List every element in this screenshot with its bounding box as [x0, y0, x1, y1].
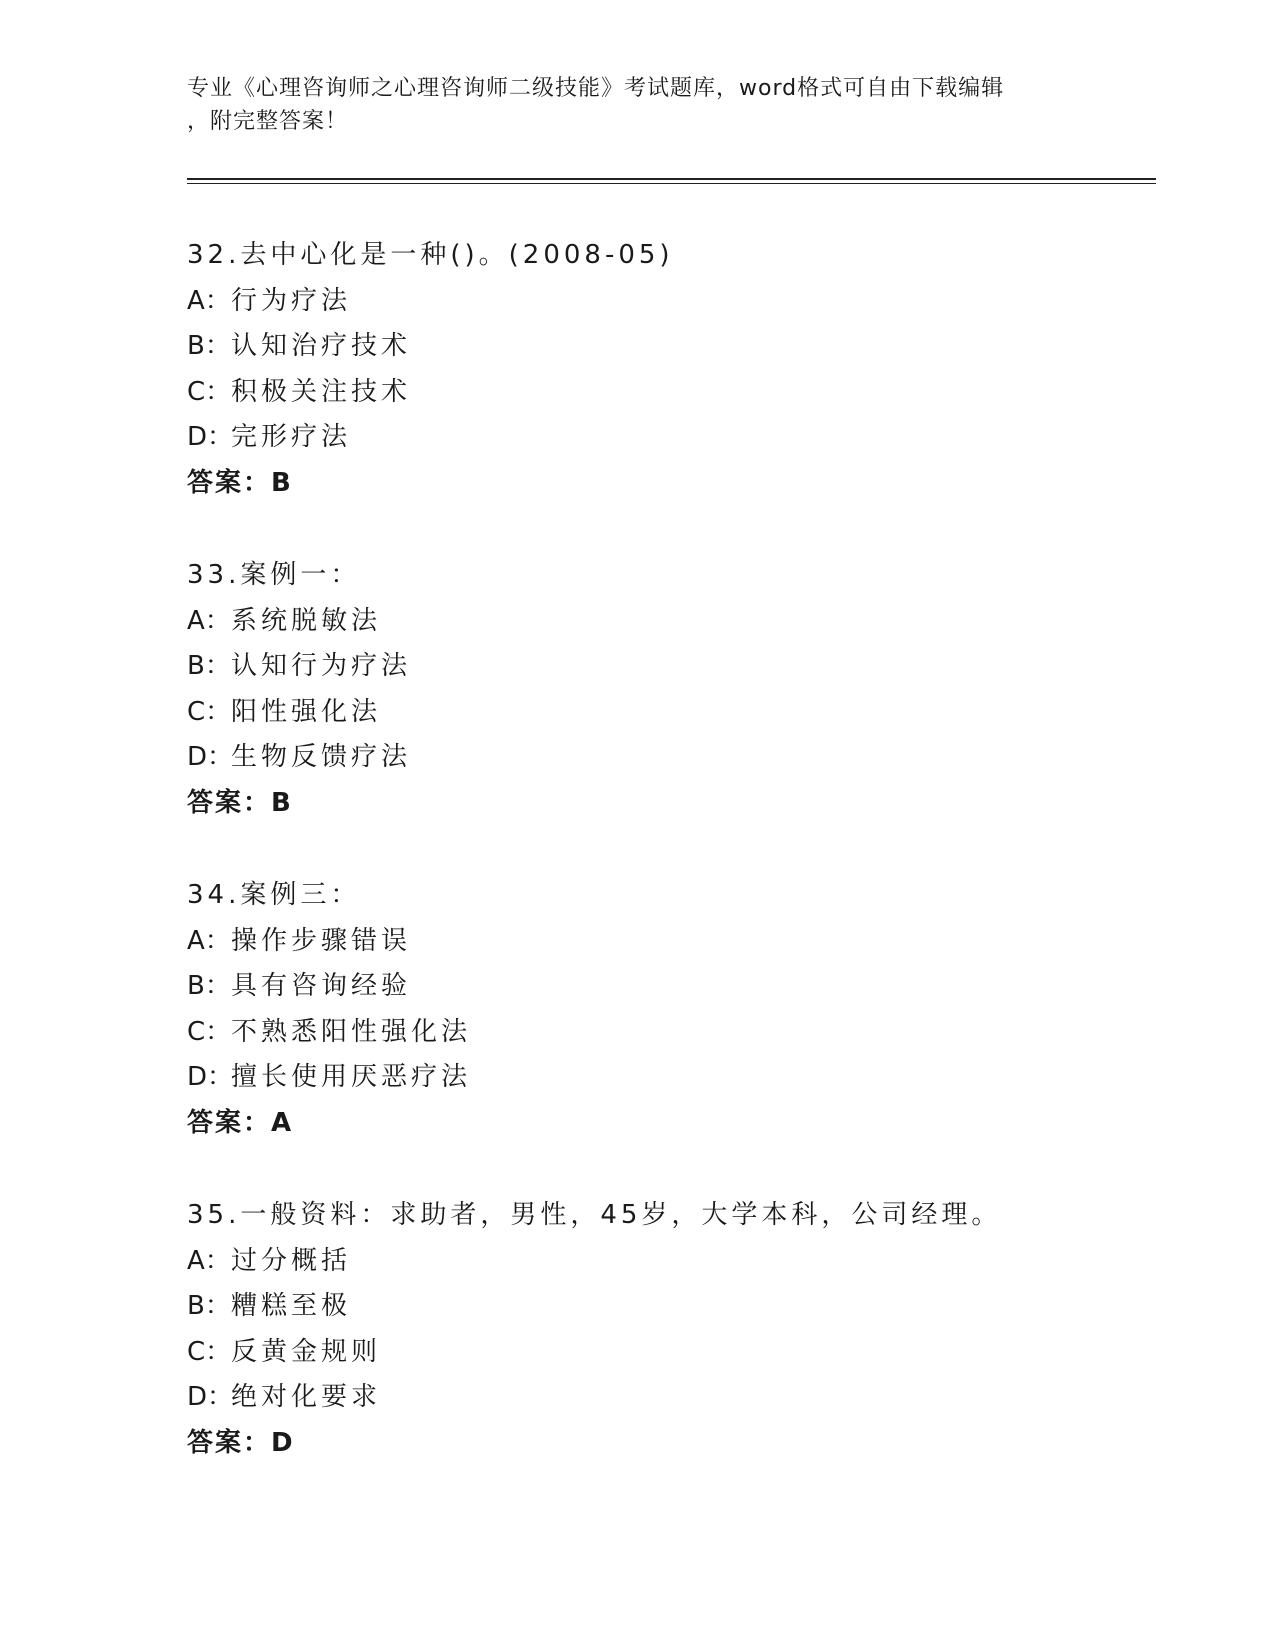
option-text: 认知行为疗法	[231, 651, 412, 681]
option-text: 阳性强化法	[231, 696, 382, 727]
answer-line: 答案：D	[187, 1427, 295, 1458]
option-text: 擅长使用厌恶疗法	[231, 1062, 472, 1092]
option-letter: A：	[187, 925, 231, 956]
option-text: 积极关注技术	[231, 376, 412, 407]
header-divider-thin	[187, 183, 1156, 184]
option-letter: C：	[187, 376, 232, 407]
option-b	[187, 644, 1137, 690]
option-text: 具有咨询经验	[231, 971, 412, 1001]
option-text: 完形疗法	[231, 422, 352, 452]
option-letter: C：	[187, 1336, 232, 1367]
option-letter: B：	[187, 331, 231, 361]
option-letter: C：	[187, 696, 232, 727]
answer-line: 答案：B	[187, 467, 293, 498]
option-b	[187, 1284, 1137, 1330]
option-text: 过分概括	[231, 1245, 352, 1276]
option-d	[187, 735, 1137, 781]
option-b	[187, 324, 1137, 370]
question-33	[187, 553, 1137, 873]
document-header	[187, 72, 1087, 138]
option-letter: A：	[187, 285, 231, 316]
question-stem: 35.一般资料：求助者，男性，45岁，大学本科，公司经理。	[187, 1200, 1002, 1230]
option-text: 绝对化要求	[231, 1382, 382, 1412]
option-c	[187, 370, 1137, 416]
answer-line: 答案：B	[187, 787, 293, 818]
question-stem: 32.去中心化是一种()。(2008-05)	[187, 240, 674, 270]
option-c	[187, 690, 1137, 736]
option-d	[187, 415, 1137, 461]
option-letter: A：	[187, 605, 231, 636]
option-letter: D：	[187, 1382, 234, 1412]
question-35	[187, 1193, 1137, 1513]
option-a	[187, 279, 1137, 325]
option-text: 操作步骤错误	[231, 925, 412, 956]
option-b	[187, 964, 1137, 1010]
option-c	[187, 1010, 1137, 1056]
option-letter: C：	[187, 1016, 232, 1047]
option-c	[187, 1330, 1137, 1376]
option-text: 认知治疗技术	[231, 331, 412, 361]
question-stem: 33.案例一：	[187, 560, 361, 590]
question-34	[187, 873, 1137, 1193]
header-divider-thick	[187, 178, 1156, 180]
option-letter: D：	[187, 742, 234, 772]
option-a	[187, 919, 1137, 965]
header-line-1: 专业《心理咨询师之心理咨询师二级技能》考试题库，word格式可自由下载编辑	[187, 76, 1005, 101]
option-letter: D：	[187, 422, 234, 452]
option-text: 行为疗法	[231, 285, 352, 316]
option-text: 糟糕至极	[231, 1291, 352, 1321]
option-a	[187, 599, 1137, 645]
option-letter: A：	[187, 1245, 231, 1276]
question-list	[187, 233, 1137, 1513]
question-stem: 34.案例三：	[187, 880, 361, 910]
question-32	[187, 233, 1137, 553]
option-letter: B：	[187, 651, 231, 681]
option-letter: B：	[187, 1291, 231, 1321]
option-text: 不熟悉阳性强化法	[231, 1016, 472, 1047]
option-letter: B：	[187, 971, 231, 1001]
option-text: 生物反馈疗法	[231, 742, 412, 772]
header-line-2: ，附完整答案！	[187, 109, 349, 134]
option-letter: D：	[187, 1062, 234, 1092]
answer-line: 答案：A	[187, 1107, 294, 1138]
option-text: 反黄金规则	[231, 1336, 382, 1367]
option-d	[187, 1055, 1137, 1101]
option-a	[187, 1239, 1137, 1285]
option-d	[187, 1375, 1137, 1421]
option-text: 系统脱敏法	[231, 605, 382, 636]
